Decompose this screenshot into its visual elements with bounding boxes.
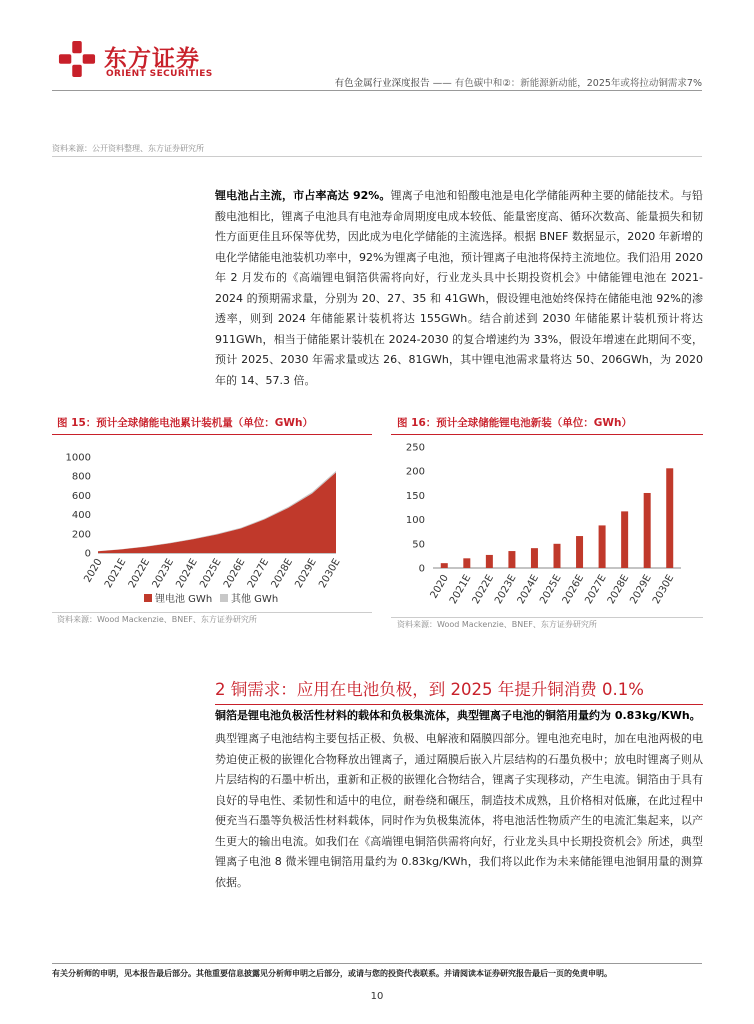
figure-15-title-rule (52, 434, 372, 435)
logo-chinese-name: 东方证券 (104, 46, 200, 72)
x-tick-label: 2026E (560, 573, 587, 607)
figure-16-title-rule (391, 434, 703, 435)
bar (599, 525, 606, 568)
logo-english-name: ORIENT SECURITIES (106, 69, 213, 79)
source-divider (52, 156, 702, 157)
x-tick-label: 2023E (493, 573, 519, 607)
x-tick-label: 2026E (221, 557, 248, 591)
x-tick-label: 2027E (583, 573, 609, 607)
x-tick-label: 2030E (317, 557, 343, 591)
figure-15-area-chart (52, 440, 374, 610)
x-tick-label: 2022E (126, 557, 153, 591)
x-tick-label: 2020 (428, 573, 451, 601)
legend-swatch-li-battery (144, 594, 152, 602)
y-tick-label: 200 (71, 529, 91, 541)
legend-label-other: 其他 GWh (231, 594, 279, 605)
bar (576, 536, 583, 568)
section-2-rule (215, 704, 703, 705)
figure-15-title: 图 15：预计全球储能电池累计装机量（单位：GWh） (57, 417, 313, 429)
y-tick-label: 1000 (65, 452, 91, 464)
report-subtitle: 有色碳中和②：新能源新动能，2025年或将拉动铜需求7% (454, 78, 702, 89)
x-tick-label: 2030E (650, 573, 677, 607)
figure-16-source-rule (391, 617, 703, 618)
legend-label-li-battery: 锂电池 GWh (155, 594, 213, 605)
report-title (335, 75, 702, 89)
legend-swatch-other (220, 594, 228, 602)
x-tick-label: 2029E (628, 573, 654, 607)
figure-16-bar-chart (391, 440, 703, 615)
y-tick-label: 100 (405, 515, 425, 527)
x-tick-label: 2021E (447, 573, 474, 607)
paragraph-storage-battery (215, 186, 703, 391)
section-2-lead: 铜箔是锂电池负极活性材料的载体和负极集流体，典型锂离子电池的铜箔用量约为 0.83kg/KWh。 (215, 709, 701, 722)
report-category: 有色金属行业深度报告 (334, 78, 430, 89)
y-tick-label: 200 (405, 466, 425, 478)
bar (441, 563, 448, 568)
y-tick-label: 150 (405, 490, 425, 502)
figure-16-source: 资料来源：Wood Mackenzie、BNEF、东方证券研究所 (397, 620, 597, 629)
footer-disclaimer: 有关分析师的申明，见本报告最后部分。其他重要信息披露见分析师申明之后部分，或请与您的投资代表联系。并请阅读本证券研究报告最后一页的免责申明。 (52, 969, 612, 978)
company-logo-icon (58, 40, 96, 78)
bar (554, 544, 561, 568)
paragraph-body: 锂离子电池和铅酸电池是电化学储能两种主要的储能技术。与铅酸电池相比，锂离子电池具有电池寿命周期度电成本较低、能量密度高、循环次数高、能量损失和韧性方面更佳且环保等优势，因此成为电化学储能的主流选择。根据 BNEF 数据显示，2020 年新增的电化学储能电池装机功率中，92%为锂离子电池，预计锂离子电池将保持主流地位。我们沿用 2020 年 2 月发布的《高端锂电铜箔供需将向好，行业龙头具中长期投资机会》中储能锂电池在 2021-2024 的预期需求量，分别为 20、27、35 和 41GWh，假设锂电池始终保持在储能电池 92%的渗透率，则到 2024 年储能累计装机将达 155GWh。结合前述到 2030 年储能累计装机预计将达 911GWh，相当于储能累计装机在 2024-2030 的复合增速约为 33%，假设年增速在此期间不变，预计 2025、2030 年需求量或达 26、81GWh，其中锂电池需求量将达 50、206GWh，为 2020 年的 14、57.3 倍。 (215, 189, 703, 387)
x-tick-label: 2022E (470, 573, 496, 607)
y-tick-label: 0 (418, 563, 425, 575)
report-separator: —— (429, 78, 455, 89)
x-tick-label: 2025E (538, 573, 564, 607)
y-tick-label: 250 (405, 442, 425, 454)
figure-16-title: 图 16：预计全球储能锂电池新装（单位：GWh） (397, 417, 632, 429)
x-tick-label: 2029E (293, 557, 319, 591)
y-tick-label: 400 (71, 510, 91, 522)
x-tick-label: 2028E (605, 573, 632, 607)
y-tick-label: 0 (84, 548, 91, 560)
x-tick-label: 2024E (174, 557, 200, 591)
bar (644, 493, 651, 568)
bar (486, 555, 493, 568)
x-tick-label: 2025E (198, 557, 224, 591)
x-tick-label: 2020 (82, 557, 105, 585)
bar (531, 548, 538, 568)
y-tick-label: 600 (71, 490, 91, 502)
bar (666, 468, 673, 568)
figure-15-source-rule (52, 612, 372, 613)
section-2-heading: 2 铜需求：应用在电池负极，到 2025 年提升铜消费 0.1% (215, 680, 644, 699)
paragraph-lead: 锂电池占主流，市占率高达 92%。 (215, 189, 391, 202)
x-tick-label: 2023E (150, 557, 176, 591)
x-tick-label: 2028E (269, 557, 295, 591)
bar (508, 551, 515, 568)
x-tick-label: 2027E (245, 557, 272, 591)
x-tick-label: 2021E (102, 557, 129, 591)
top-source-note: 资料来源：公开资料整理、东方证券研究所 (52, 144, 204, 153)
area-series-li-battery (98, 473, 336, 553)
paragraph-copper-foil: 典型锂离子电池结构主要包括正极、负极、电解液和隔膜四部分。锂电池充电时，加在电池两极的电势迫使正极的嵌锂化合物释放出锂离子，通过隔膜后嵌入片层结构的石墨负极中；放电时锂离子则从片层结构的石墨中析出，重新和正极的嵌锂化合物结合，锂离子实现移动，产生电流。铜箔由于具有良好的导电性、柔韧性和适中的电位，耐卷绕和碾压，制造技术成熟，且价格相对低廉，在此过程中便充当石墨等负极活性材料载体，同时作为负极集流体，将电池活性物质产生的电流汇集起来，以产生更大的输出电流。如我们在《高端锂电铜箔供需将向好，行业龙头具中长期投资机会》所述，典型锂离子电池 8 微米锂电铜箔用量约为 0.83kg/KWh，我们将以此作为未来储能锂电池铜用量的测算依据。 (215, 732, 703, 889)
footer-divider (52, 963, 702, 964)
figure-15-source: 资料来源：Wood Mackenzie、BNEF、东方证券研究所 (57, 615, 257, 624)
bar (463, 558, 470, 568)
y-tick-label: 800 (71, 471, 91, 483)
x-tick-label: 2024E (515, 573, 542, 607)
bar (621, 511, 628, 568)
y-tick-label: 50 (412, 539, 425, 551)
header-divider (52, 90, 702, 91)
page-number: 10 (370, 991, 384, 1002)
